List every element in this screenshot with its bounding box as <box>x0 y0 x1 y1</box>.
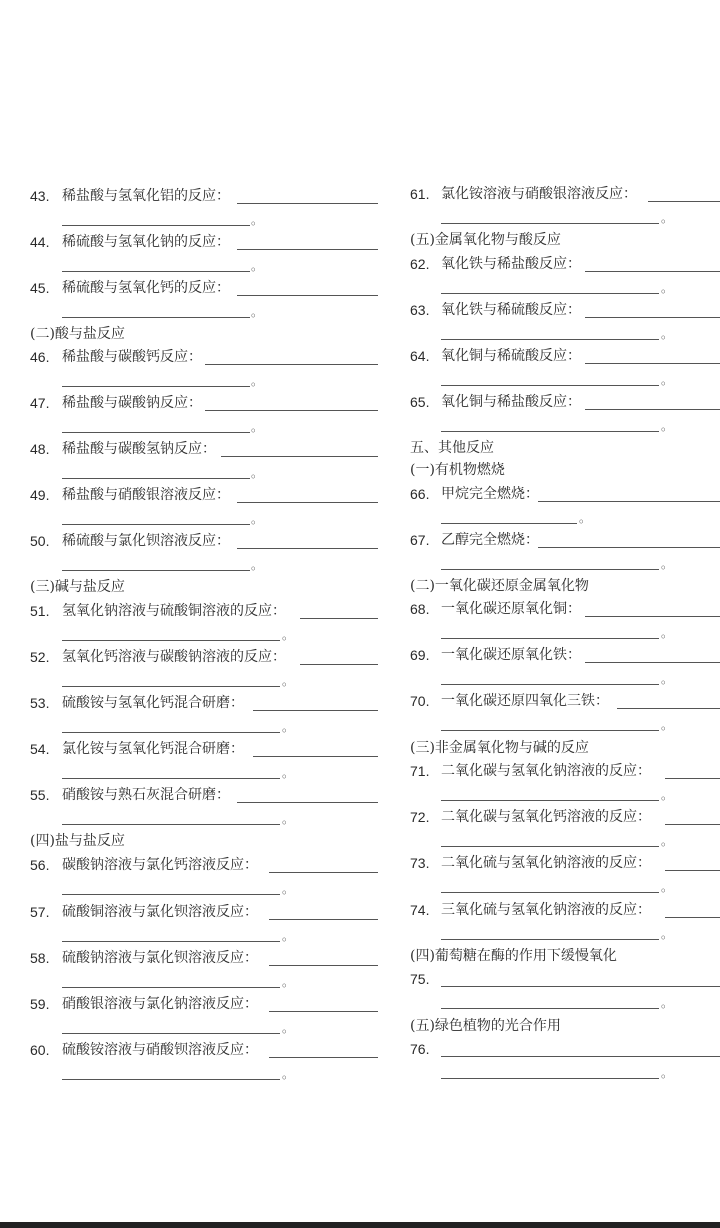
item-number: 70. <box>410 693 430 709</box>
answer-line[interactable] <box>62 894 280 895</box>
exercise-item <box>400 970 720 1016</box>
exercise-item <box>400 185 720 231</box>
period: 。 <box>661 927 674 941</box>
item-number: 63. <box>410 302 430 318</box>
answer-line[interactable] <box>62 478 250 479</box>
item-number: 75. <box>410 971 430 987</box>
item-number: 76. <box>410 1041 430 1057</box>
period: 。 <box>282 882 295 896</box>
answer-line[interactable] <box>617 708 720 709</box>
answer-line[interactable] <box>62 432 250 433</box>
section-heading: (二)酸与盐反应 <box>30 326 125 342</box>
item-prompt: 一氧化碳还原氧化铜： <box>441 601 581 617</box>
answer-line[interactable] <box>269 919 378 920</box>
answer-line[interactable] <box>441 1008 659 1009</box>
answer-line[interactable] <box>648 201 720 202</box>
item-number: 74. <box>410 902 430 918</box>
answer-line[interactable] <box>62 1079 280 1080</box>
answer-line[interactable] <box>441 846 659 847</box>
period: 。 <box>251 259 264 273</box>
answer-line[interactable] <box>62 987 280 988</box>
answer-line[interactable] <box>441 892 659 893</box>
item-prompt: 氧化铜与稀盐酸反应： <box>441 394 581 410</box>
period: 。 <box>282 929 295 943</box>
answer-line[interactable] <box>441 523 577 524</box>
item-number: 43. <box>30 188 50 204</box>
answer-line[interactable] <box>269 965 378 966</box>
answer-line[interactable] <box>253 756 378 757</box>
item-number: 45. <box>30 280 50 296</box>
answer-line[interactable] <box>221 456 378 457</box>
answer-line[interactable] <box>441 730 659 731</box>
item-number: 44. <box>30 234 50 250</box>
exercise-item <box>0 786 380 832</box>
item-number: 46. <box>30 349 50 365</box>
item-prompt: 氧化铁与稀盐酸反应： <box>441 256 581 272</box>
item-number: 48. <box>30 441 50 457</box>
item-prompt: 氧化铜与稀硫酸反应： <box>441 348 581 364</box>
period: 。 <box>661 211 674 225</box>
item-prompt: 硫酸铵与氢氧化钙混合研磨： <box>62 695 244 711</box>
exercise-item <box>400 531 720 577</box>
exercise-item <box>400 808 720 854</box>
period: 。 <box>282 1067 295 1081</box>
item-number: 56. <box>30 857 50 873</box>
section-heading: (五)绿色植物的光合作用 <box>410 1018 561 1034</box>
item-prompt: 二氧化碳与氢氧化钙溶液的反应： <box>441 809 651 825</box>
period: 。 <box>282 812 295 826</box>
item-prompt: 稀盐酸与碳酸氢钠反应： <box>62 441 216 457</box>
answer-line[interactable] <box>62 524 250 525</box>
exercise-item <box>400 485 720 531</box>
exercise-item <box>400 901 720 947</box>
item-prompt: 稀硫酸与氯化钡溶液反应： <box>62 533 230 549</box>
item-number: 50. <box>30 533 50 549</box>
exercise-item <box>0 532 380 578</box>
exercise-item <box>0 394 380 440</box>
answer-line[interactable] <box>441 800 659 801</box>
answer-line[interactable] <box>237 548 378 549</box>
answer-line[interactable] <box>62 1033 280 1034</box>
period: 。 <box>282 766 295 780</box>
period: 。 <box>661 281 674 295</box>
period: 。 <box>661 626 674 640</box>
item-prompt: 乙醇完全燃烧： <box>441 532 539 548</box>
period: 。 <box>661 327 674 341</box>
period: 。 <box>282 1021 295 1035</box>
item-prompt: 氧化铁与稀硫酸反应： <box>441 302 581 318</box>
exercise-item <box>0 279 380 325</box>
item-number: 68. <box>410 601 430 617</box>
answer-line[interactable] <box>441 986 720 987</box>
item-number: 65. <box>410 394 430 410</box>
answer-line[interactable] <box>585 616 720 617</box>
exercise-item <box>0 740 380 786</box>
answer-line[interactable] <box>237 203 378 204</box>
exercise-item <box>0 602 380 648</box>
exercise-item <box>400 600 720 646</box>
exercise-item <box>400 1040 720 1086</box>
answer-line[interactable] <box>205 364 378 365</box>
period: 。 <box>282 628 295 642</box>
answer-line[interactable] <box>62 941 280 942</box>
answer-line[interactable] <box>62 271 250 272</box>
section-heading: (三)非金属氧化物与碱的反应 <box>410 740 589 756</box>
answer-line[interactable] <box>441 339 659 340</box>
answer-line[interactable] <box>269 1057 378 1058</box>
item-prompt: 硝酸银溶液与氯化钠溶液反应： <box>62 996 258 1012</box>
answer-line[interactable] <box>300 618 378 619</box>
item-prompt: 硝酸铵与熟石灰混合研磨： <box>62 787 230 803</box>
exercise-item <box>0 348 380 394</box>
item-prompt: 稀硫酸与氢氧化钠的反应： <box>62 234 230 250</box>
period: 。 <box>661 834 674 848</box>
exercise-item <box>0 903 380 949</box>
section-heading: 五、其他反应 <box>410 440 494 456</box>
item-number: 49. <box>30 487 50 503</box>
exercise-item <box>400 692 720 738</box>
answer-line[interactable] <box>300 664 378 665</box>
item-prompt: 稀硫酸与氢氧化钙的反应： <box>62 280 230 296</box>
answer-line[interactable] <box>62 640 280 641</box>
section-heading: (一)有机物燃烧 <box>410 462 505 478</box>
period: 。 <box>282 720 295 734</box>
item-prompt: 二氧化碳与氢氧化钠溶液的反应： <box>441 763 651 779</box>
exercise-item <box>0 233 380 279</box>
exercise-item <box>400 255 720 301</box>
answer-line[interactable] <box>62 386 250 387</box>
period: 。 <box>661 557 674 571</box>
item-number: 54. <box>30 741 50 757</box>
item-prompt: 稀盐酸与碳酸钠反应： <box>62 395 202 411</box>
item-prompt: 甲烷完全燃烧： <box>441 486 539 502</box>
item-number: 53. <box>30 695 50 711</box>
item-prompt: 一氧化碳还原氧化铁： <box>441 647 581 663</box>
item-number: 51. <box>30 603 50 619</box>
section-heading: (四)葡萄糖在酶的作用下缓慢氧化 <box>410 948 617 964</box>
item-prompt: 氯化铵溶液与硝酸银溶液反应： <box>441 186 637 202</box>
item-prompt: 稀盐酸与氢氧化铝的反应： <box>62 188 230 204</box>
period: 。 <box>661 880 674 894</box>
answer-line[interactable] <box>441 1078 659 1079</box>
item-number: 73. <box>410 855 430 871</box>
answer-line[interactable] <box>441 1056 720 1057</box>
period: 。 <box>661 373 674 387</box>
answer-line[interactable] <box>269 1011 378 1012</box>
exercise-item <box>0 1041 380 1087</box>
answer-line[interactable] <box>665 870 720 871</box>
answer-line[interactable] <box>585 317 720 318</box>
answer-line[interactable] <box>269 872 378 873</box>
item-prompt: 稀盐酸与硝酸银溶液反应： <box>62 487 230 503</box>
answer-line[interactable] <box>205 410 378 411</box>
item-number: 72. <box>410 809 430 825</box>
item-number: 59. <box>30 996 50 1012</box>
answer-line[interactable] <box>237 502 378 503</box>
answer-line[interactable] <box>237 802 378 803</box>
item-number: 67. <box>410 532 430 548</box>
answer-line[interactable] <box>665 917 720 918</box>
item-prompt: 二氧化硫与氢氧化钠溶液的反应： <box>441 855 651 871</box>
item-number: 69. <box>410 647 430 663</box>
answer-line[interactable] <box>62 824 280 825</box>
item-prompt: 稀盐酸与碳酸钙反应： <box>62 349 202 365</box>
period: 。 <box>661 788 674 802</box>
answer-line[interactable] <box>441 684 659 685</box>
item-prompt: 碳酸钠溶液与氯化钙溶液反应： <box>62 857 258 873</box>
exercise-item <box>400 646 720 692</box>
exercise-item <box>400 854 720 900</box>
exercise-item <box>400 301 720 347</box>
exercise-item <box>0 949 380 995</box>
period: 。 <box>251 466 264 480</box>
answer-line[interactable] <box>441 431 659 432</box>
answer-line[interactable] <box>62 686 280 687</box>
item-number: 62. <box>410 256 430 272</box>
answer-line[interactable] <box>585 363 720 364</box>
exercise-item <box>400 347 720 393</box>
section-heading: (二)一氧化碳还原金属氧化物 <box>410 578 589 594</box>
period: 。 <box>251 420 264 434</box>
item-prompt: 一氧化碳还原四氧化三铁： <box>441 693 609 709</box>
answer-line[interactable] <box>237 295 378 296</box>
period: 。 <box>282 975 295 989</box>
period: 。 <box>661 718 674 732</box>
item-number: 71. <box>410 763 430 779</box>
answer-line[interactable] <box>237 249 378 250</box>
answer-line[interactable] <box>62 732 280 733</box>
section-heading: (五)金属氧化物与酸反应 <box>410 232 561 248</box>
answer-line[interactable] <box>62 778 280 779</box>
answer-line[interactable] <box>538 501 720 502</box>
bottom-edge-bar <box>0 1222 720 1228</box>
item-prompt: 氢氧化钙溶液与碳酸钠溶液的反应： <box>62 649 286 665</box>
item-prompt: 氯化铵与氢氧化钙混合研磨： <box>62 741 244 757</box>
section-heading: (三)碱与盐反应 <box>30 579 125 595</box>
exercise-item <box>0 440 380 486</box>
answer-line[interactable] <box>441 569 659 570</box>
item-number: 66. <box>410 486 430 502</box>
exercise-item <box>0 856 380 902</box>
section-heading: (四)盐与盐反应 <box>30 833 125 849</box>
item-number: 64. <box>410 348 430 364</box>
period: 。 <box>579 511 592 525</box>
item-number: 47. <box>30 395 50 411</box>
answer-line[interactable] <box>441 293 659 294</box>
item-number: 58. <box>30 950 50 966</box>
period: 。 <box>251 512 264 526</box>
answer-line[interactable] <box>665 824 720 825</box>
period: 。 <box>251 213 264 227</box>
item-number: 57. <box>30 904 50 920</box>
answer-line[interactable] <box>538 547 720 548</box>
answer-line[interactable] <box>441 638 659 639</box>
item-prompt: 硫酸铵溶液与硝酸钡溶液反应： <box>62 1042 258 1058</box>
exercise-item <box>0 486 380 532</box>
exercise-item <box>0 995 380 1041</box>
exercise-item <box>0 648 380 694</box>
period: 。 <box>661 672 674 686</box>
item-prompt: 硫酸钠溶液与氯化钡溶液反应： <box>62 950 258 966</box>
answer-line[interactable] <box>441 385 659 386</box>
answer-line[interactable] <box>62 317 250 318</box>
answer-line[interactable] <box>253 710 378 711</box>
item-prompt: 硫酸铜溶液与氯化钡溶液反应： <box>62 904 258 920</box>
exercise-item <box>400 762 720 808</box>
exercise-item <box>400 393 720 439</box>
item-number: 55. <box>30 787 50 803</box>
answer-line[interactable] <box>585 662 720 663</box>
period: 。 <box>661 996 674 1010</box>
item-number: 52. <box>30 649 50 665</box>
exercise-item <box>0 187 380 233</box>
period: 。 <box>251 305 264 319</box>
answer-line[interactable] <box>441 223 659 224</box>
period: 。 <box>661 1066 674 1080</box>
answer-line[interactable] <box>62 225 250 226</box>
period: 。 <box>282 674 295 688</box>
answer-line[interactable] <box>585 409 720 410</box>
exercise-item <box>0 694 380 740</box>
item-prompt: 三氧化硫与氢氧化钠溶液的反应： <box>441 902 651 918</box>
period: 。 <box>661 419 674 433</box>
item-number: 60. <box>30 1042 50 1058</box>
answer-line[interactable] <box>62 570 250 571</box>
period: 。 <box>251 558 264 572</box>
answer-line[interactable] <box>585 271 720 272</box>
item-number: 61. <box>410 186 430 202</box>
answer-line[interactable] <box>665 778 720 779</box>
period: 。 <box>251 374 264 388</box>
answer-line[interactable] <box>441 939 659 940</box>
item-prompt: 氢氧化钠溶液与硫酸铜溶液的反应： <box>62 603 286 619</box>
